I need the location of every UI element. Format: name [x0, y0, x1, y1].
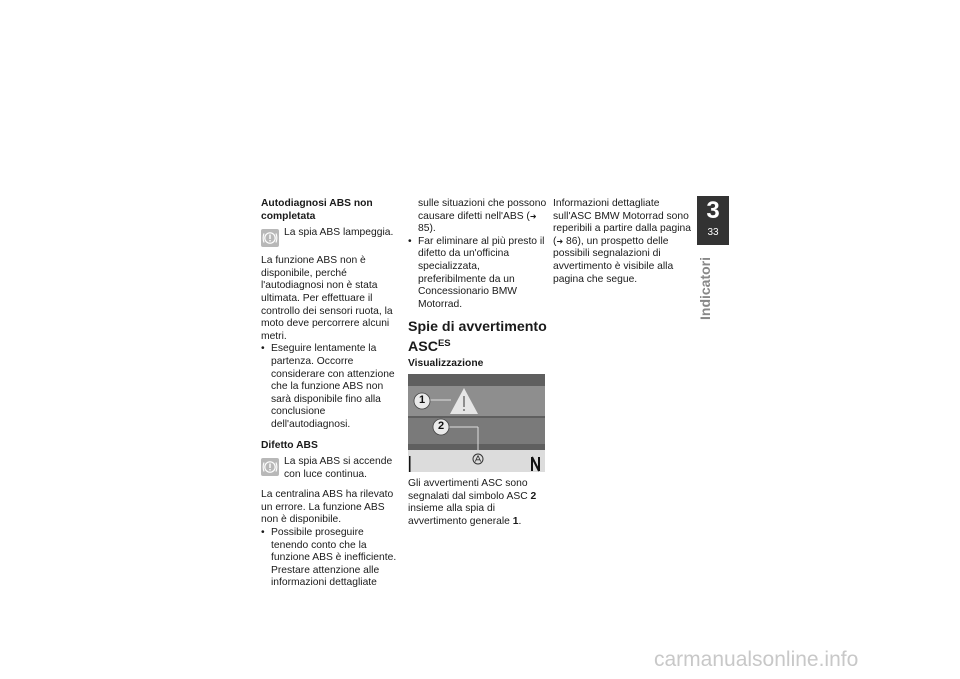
paragraph-asc-info: Informazioni dettagliate sull'ASC BMW Motorrad sono reperibili a partire dalla pagina (➜ 86), un prospetto delle possibili segnalazioni di avvertimento è visibile alla pagina che segue. [553, 198, 691, 285]
abs-flashing-row [261, 227, 399, 247]
paragraph-abs-unavailable: La funzione ABS non è disponibile, perché l'autodiagnosi non è stata ultimata. Per effettuare il controllo dei sensori ruota, la moto deve percorrere alcuni metri. [261, 255, 393, 342]
heading-autodiagnosi: Autodiagnosi ABS non completata [261, 198, 373, 222]
bullet-start-slowly: • Eseguire lentamente la partenza. Occorre considerare con attenzione che la funzione ABS non sarà disponibile fino alla conclusione dell'autodiagnosi. [261, 343, 399, 431]
bullet-continue-riding: • Possibile proseguire tenendo conto che la funzione ABS è inefficiente. Prestare attenzione alle informazioni dettagliate [261, 527, 399, 590]
bullet-list-1 [261, 343, 399, 431]
bullet-workshop: • Far eliminare al più presto il difetto da un'officina specializzata, preferibilmente da un Concessionario BMW Motorrad. [408, 236, 548, 312]
chapter-title: Indicatori [697, 256, 713, 320]
text-column-2 [408, 198, 548, 528]
abs-flashing-text: La spia ABS lampeggia. [284, 227, 394, 239]
heading-spie-asc: Spie di avvertimento $ASC^{ES}$ [408, 319, 547, 355]
heading-difetto-abs: Difetto ABS [261, 439, 318, 451]
page-number: 33 [707, 227, 719, 238]
abs-warning-icon [261, 229, 279, 247]
abs-steady-text: La spia ABS si accende con luce continua. [284, 456, 393, 480]
figure-label-1: 1 [418, 393, 426, 406]
text-column-1 [261, 198, 399, 590]
watermark: carmanualsonline.info [654, 648, 859, 671]
text-column-3 [553, 198, 693, 286]
arrow-right-icon: ➜ [556, 236, 564, 246]
arrow-right-icon: ➜ [529, 211, 537, 221]
abs-warning-icon [261, 458, 279, 476]
chapter-number: 3 [706, 197, 720, 224]
display-illustration [408, 374, 545, 472]
figure-label-2: 2 [437, 419, 445, 432]
bullet-continuation: sulle situazioni che possono causare difetti nell'ABS (➜ 85). [418, 198, 547, 235]
bullet-list-3 [408, 236, 548, 312]
paragraph-abs-error: La centralina ABS ha rilevato un errore. La funzione ABS non è disponibile. [261, 489, 394, 526]
abs-steady-row [261, 456, 399, 481]
heading-visualizzazione: Visualizzazione [408, 358, 484, 370]
bullet-list-2 [261, 527, 399, 590]
paragraph-asc-warnings: Gli avvertimenti ASC sono segnalati dal simbolo ASC 2 insieme alla spia di avvertimento generale 1. [408, 477, 537, 527]
asc-display-figure [408, 374, 545, 472]
